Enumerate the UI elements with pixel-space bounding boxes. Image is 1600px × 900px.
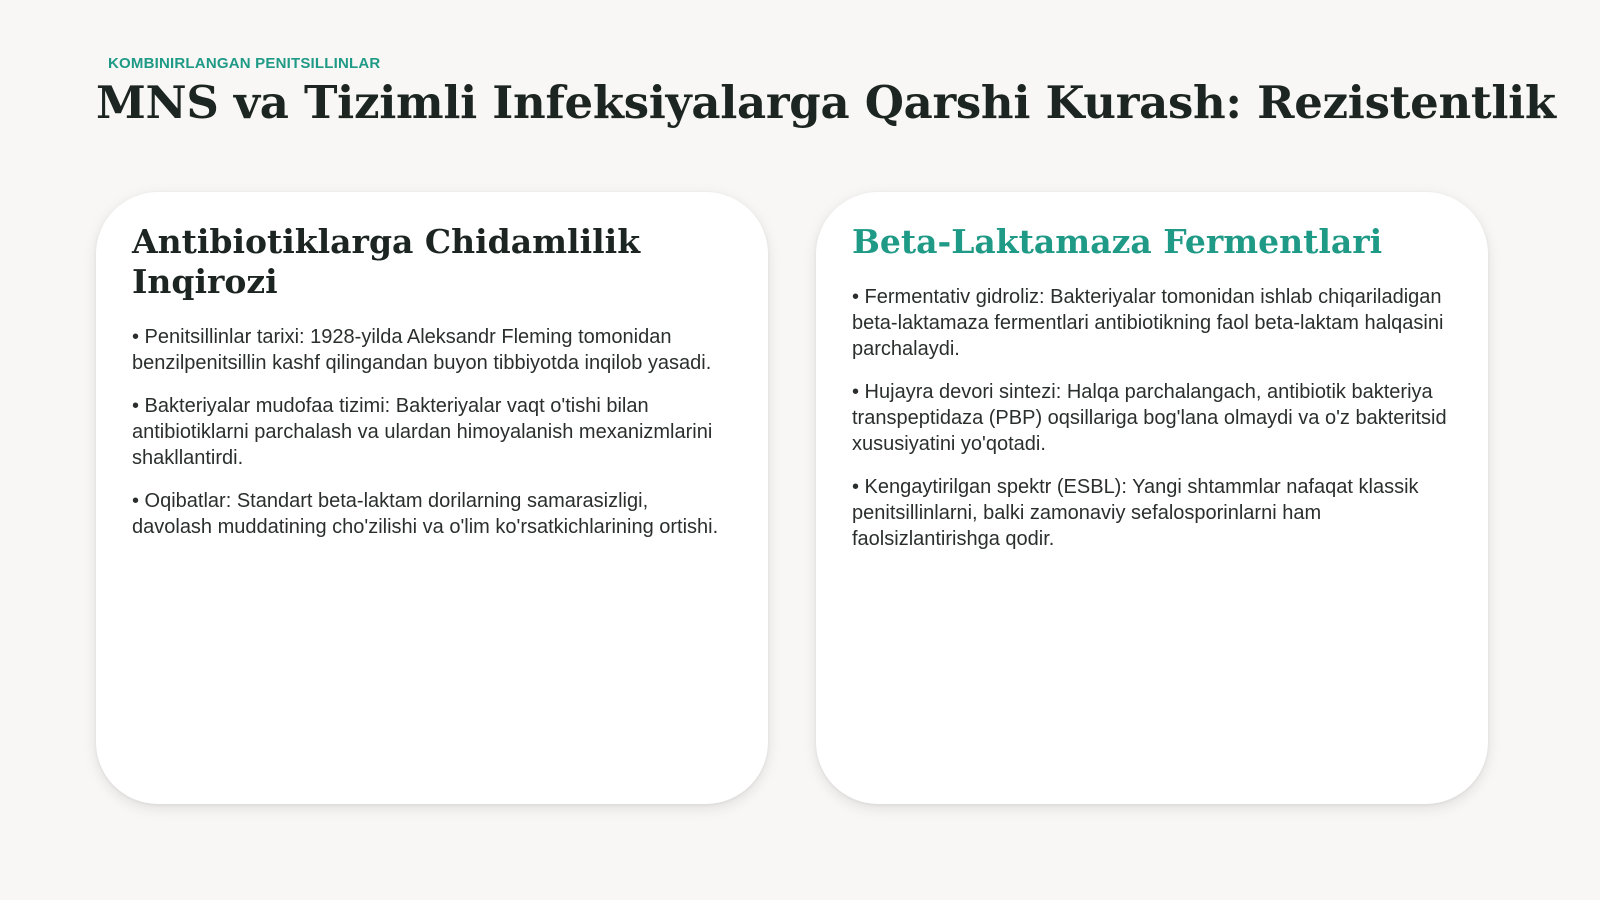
bullet-item: • Kengaytirilgan spektr (ESBL): Yangi shtammlar nafaqat klassik penitsillinlarni, balki zamonaviy sefalosporinlarni ham faolsizlantirishga qodir.: [852, 476, 1419, 550]
section-eyebrow: KOMBINIRLANGAN PENITSILLINLAR: [108, 55, 381, 72]
bullet-item: • Bakteriyalar mudofaa tizimi: Bakteriyalar vaqt o'tishi bilan antibiotiklarni parchalash va ulardan himoyalanish mexanizmlarini shakllantirdi.: [132, 395, 713, 469]
card-beta-lactamase: [816, 192, 1488, 804]
bullet-item: • Fermentativ gidroliz: Bakteriyalar tomonidan ishlab chiqariladigan beta-laktamaza fermentlari antibiotikning faol beta-laktam halqasini parchalaydi.: [852, 286, 1444, 360]
bullet-list: [132, 324, 732, 540]
bullet-item: • Hujayra devori sintezi: Halqa parchalangach, antibiotik bakteriya transpeptidaza (PBP) oqsillariga bog'lana olmaydi va o'z bakteritsid xususiyatini yo'qotadi.: [852, 381, 1447, 455]
bullet-list: [852, 284, 1452, 552]
card-title: Beta-Laktamaza Fermentlari: [852, 222, 1383, 261]
bullet-item: • Penitsillinlar tarixi: 1928-yilda Aleksandr Fleming tomonidan benzilpenitsillin kashf qilingandan buyon tibbiyotda inqilob yasadi.: [132, 326, 712, 374]
slide-title: MNS va Tizimli Infeksiyalarga Qarshi Kurash: Rezistentlik: [96, 76, 1556, 129]
card-resistance-crisis: [96, 192, 768, 804]
bullet-item: • Oqibatlar: Standart beta-laktam dorilarning samarasizligi, davolash muddatining cho'zilishi va o'lim ko'rsatkichlarining ortishi.: [132, 490, 719, 538]
card-title: Antibiotiklarga Chidamlilik Inqirozi: [132, 222, 641, 301]
